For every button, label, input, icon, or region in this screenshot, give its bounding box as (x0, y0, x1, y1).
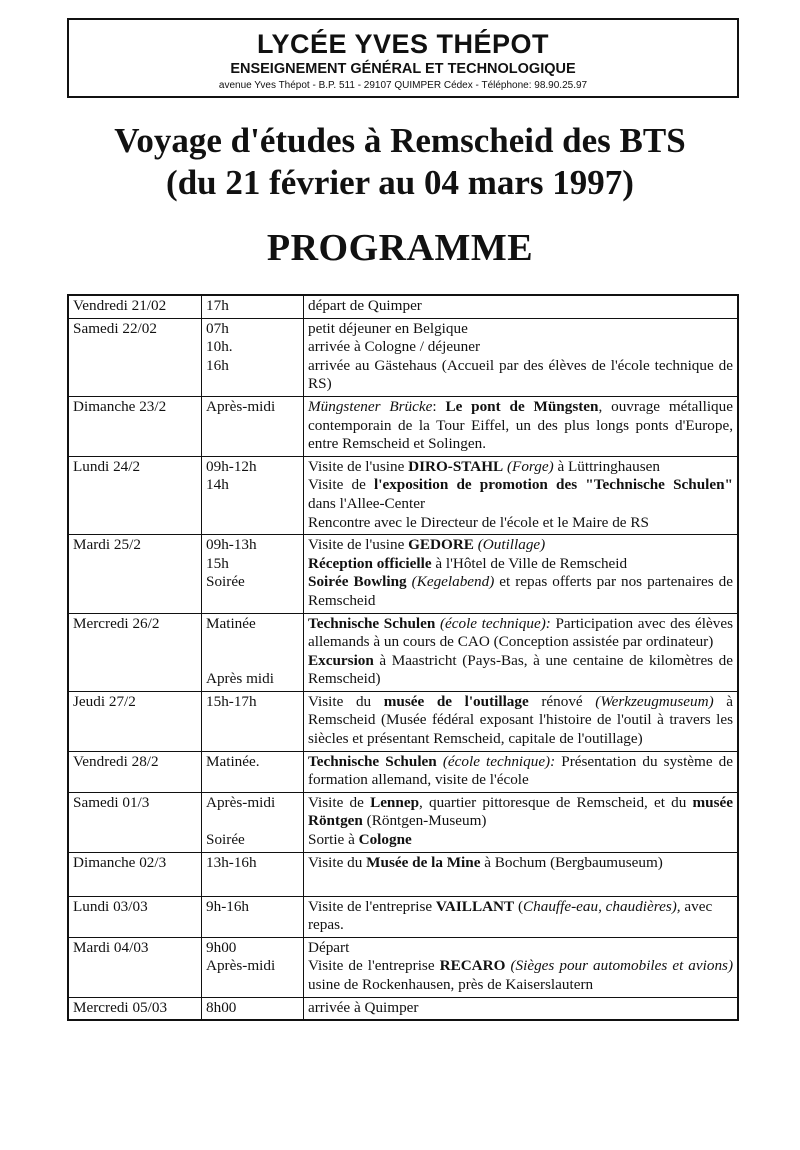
table-row (68, 792, 738, 852)
time-cell: 07h 10h. 16h (202, 318, 304, 396)
table-row (68, 997, 738, 1020)
programme-heading: PROGRAMME (266, 227, 534, 269)
table-row (68, 318, 738, 396)
school-subtitle: ENSEIGNEMENT GÉNÉRAL ET TECHNOLOGIQUE (230, 61, 576, 77)
time-cell: Après-midi Soirée (202, 792, 304, 852)
table-row (68, 852, 738, 896)
time-cell: 17h (202, 295, 304, 318)
activity-cell: arrivée à Quimper (304, 997, 739, 1020)
table-row (68, 613, 738, 691)
table-row (68, 937, 738, 997)
table-row (68, 535, 738, 613)
time-cell: 15h-17h (202, 691, 304, 751)
schedule-table (67, 294, 739, 1021)
table-row (68, 295, 738, 318)
school-name: LYCÉE YVES THÉPOT (256, 29, 550, 59)
table-row (68, 396, 738, 456)
time-cell: 9h-16h (202, 896, 304, 937)
school-header-box (67, 18, 739, 98)
activity-cell: Départ Visite de l'entreprise RECARO (Sièges pour automobiles et avions) usine de Rockenhausen, près de Kaiserslautern (304, 937, 739, 997)
day-cell: Mercredi 26/2 (68, 613, 202, 691)
title-line-1: Voyage d'études à Remscheid des BTS (114, 121, 686, 160)
activity-cell: Visite de l'entreprise VAILLANT (Chauffe-eau, chaudières), avec repas. (304, 896, 739, 937)
day-cell: Lundi 24/2 (68, 456, 202, 534)
day-cell: Lundi 03/03 (68, 896, 202, 937)
table-row (68, 691, 738, 751)
time-cell: Matinée. (202, 751, 304, 792)
activity-cell: Technische Schulen (école technique): Présentation du système de formation allemand, visite de l'école (304, 751, 739, 792)
day-cell: Vendredi 28/2 (68, 751, 202, 792)
time-cell: Matinée Après midi (202, 613, 304, 691)
time-cell: 9h00 Après-midi (202, 937, 304, 997)
day-cell: Samedi 22/02 (68, 318, 202, 396)
activity-cell: Visite de l'usine DIRO-STAHL (Forge) à Lüttringhausen Visite de l'exposition de promotion des "Technische Schulen" dans l'Allee-Center Rencontre avec le Directeur de l'école et le Maire de RS (304, 456, 739, 534)
day-cell: Mercredi 05/03 (68, 997, 202, 1020)
day-cell: Mardi 25/2 (68, 535, 202, 613)
day-cell: Dimanche 02/3 (68, 852, 202, 896)
school-address: avenue Yves Thépot - B.P. 511 - 29107 QUIMPER Cédex - Téléphone: 98.90.25.97 (218, 80, 588, 91)
day-cell: Dimanche 23/2 (68, 396, 202, 456)
day-cell: Mardi 04/03 (68, 937, 202, 997)
activity-cell: petit déjeuner en Belgique arrivée à Cologne / déjeuner arrivée au Gästehaus (Accueil par des élèves de l'école technique de RS) (304, 318, 739, 396)
activity-cell: Visite du Musée de la Mine à Bochum (Bergbaumuseum) (304, 852, 739, 896)
activity-cell: départ de Quimper (304, 295, 739, 318)
time-cell: 09h-13h 15h Soirée (202, 535, 304, 613)
time-cell: 8h00 (202, 997, 304, 1020)
table-row (68, 751, 738, 792)
activity-cell: Visite de l'usine GEDORE (Outillage) Réception officielle à l'Hôtel de Ville de Remscheid Soirée Bowling (Kegelabend) et repas offerts par nos partenaires de Remscheid (304, 535, 739, 613)
time-cell: 13h-16h (202, 852, 304, 896)
time-cell: Après-midi (202, 396, 304, 456)
day-cell: Jeudi 27/2 (68, 691, 202, 751)
activity-cell: Visite de Lennep, quartier pittoresque de Remscheid, et du musée Röntgen (Röntgen-Museum) Sortie à Cologne (304, 792, 739, 852)
table-row (68, 896, 738, 937)
activity-cell: Technische Schulen (école technique): Participation avec des élèves allemands à un cours de CAO (Conception assistée par ordinateur) Excursion à Maastricht (Pays-Bas, à une centaine de kilomètres de Remscheid) (304, 613, 739, 691)
activity-cell: Visite du musée de l'outillage rénové (Werkzeugmuseum) à Remscheid (Musée fédéral exposant l'histoire de l'outil à travers les siècles et présentant Remscheid, capitale de l'outillage) (304, 691, 739, 751)
activity-cell: Müngstener Brücke: Le pont de Müngsten, ouvrage métallique contemporain de la Tour Eiffel, un des plus longs ponts d'Europe, entre Remscheid et Solingen. (304, 396, 739, 456)
table-row (68, 456, 738, 534)
day-cell: Vendredi 21/02 (68, 295, 202, 318)
title-line-2: (du 21 février au 04 mars 1997) (166, 163, 634, 202)
document-title (0, 120, 800, 204)
time-cell: 09h-12h 14h (202, 456, 304, 534)
day-cell: Samedi 01/3 (68, 792, 202, 852)
